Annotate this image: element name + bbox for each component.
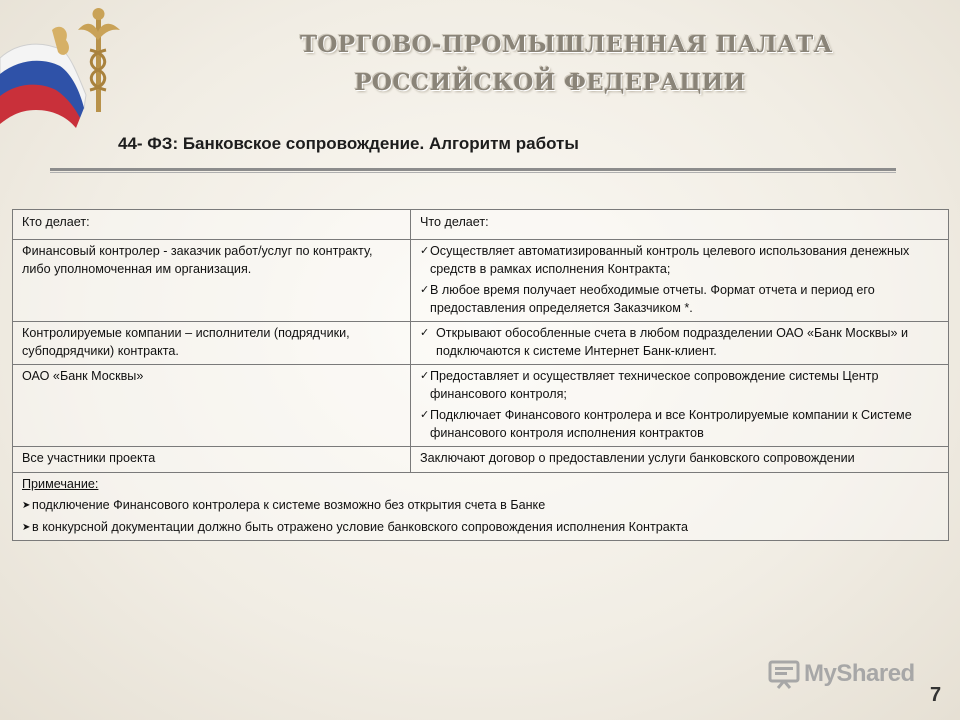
note-item: подключение Финансового контролера к системе возможно без открытия счета в Банке: [32, 498, 546, 512]
row-who: Все участники проекта: [13, 447, 411, 473]
org-title-line2: РОССИЙСКОЙ ФЕДЕРАЦИИ: [354, 69, 746, 96]
title-divider: [50, 168, 896, 174]
checkmark-icon: ✓: [420, 284, 430, 296]
arrow-bullet-icon: ➤: [22, 500, 31, 511]
page-number: 7: [930, 684, 942, 706]
note-row: [13, 472, 949, 541]
row-who: Финансовый контролер - заказчик работ/услуг по контракту, либо уполномоченная им организация.: [13, 240, 411, 322]
organization-title: [300, 26, 833, 102]
algorithm-table: [12, 209, 949, 541]
table-row: [13, 447, 949, 473]
arrow-bullet-icon: ➤: [22, 521, 31, 533]
note-item: в конкурсной документации должно быть отражено условие банковского сопровождения исполнения Контракта: [32, 519, 689, 534]
row-what: Заключают договор о предоставлении услуги банковского сопровождении: [411, 447, 949, 473]
checkmark-icon: ✓: [420, 409, 430, 421]
row-what-item: Подключает Финансового контролера и все Контролируемые компании к Системе финансового контроля исполнения контрактов: [430, 408, 912, 440]
checkmark-icon: ✓: [420, 370, 430, 382]
row-what: [411, 240, 949, 322]
row-what-item: Открывают обособленные счета в любом подразделении ОАО «Банк Москвы» и подключаются к системе Интернет Банк-клиент.: [436, 326, 908, 358]
slide-title: 44- ФЗ: Банковское сопровождение. Алгоритм работы: [118, 134, 579, 153]
checkmark-icon: ✓: [420, 245, 430, 257]
row-what: [411, 322, 949, 365]
row-what-item: В любое время получает необходимые отчеты. Формат отчета и период его предоставления определяется Заказчиком *.: [430, 283, 875, 315]
table-row: [13, 365, 949, 447]
row-who: Контролируемые компании – исполнители (подрядчики, субподрядчики) контракта.: [13, 322, 411, 365]
note-title: Примечание:: [22, 476, 99, 491]
table-row: [13, 322, 949, 365]
emblem-logo: [0, 0, 150, 130]
header-who: Кто делает:: [13, 210, 411, 240]
table-row: [13, 240, 949, 322]
note-cell: [13, 472, 949, 541]
row-what-item: Осуществляет автоматизированный контроль целевого использования денежных средств в рамках исполнения Контракта;: [430, 244, 910, 276]
header-what: Что делает:: [411, 210, 949, 240]
checkmark-icon: ✓: [420, 327, 430, 339]
myshared-watermark: [768, 657, 915, 691]
presentation-board-icon: [768, 659, 800, 689]
table-header-row: [13, 210, 949, 240]
org-title-line1: ТОРГОВО-ПРОМЫШЛЕННАЯ ПАЛАТА: [300, 31, 833, 58]
row-what: [411, 365, 949, 447]
watermark-text: MyShared: [804, 660, 915, 687]
row-what-item: Предоставляет и осуществляет техническое сопровождение системы Центр финансового контроля;: [430, 369, 879, 401]
row-who: ОАО «Банк Москвы»: [13, 365, 411, 447]
